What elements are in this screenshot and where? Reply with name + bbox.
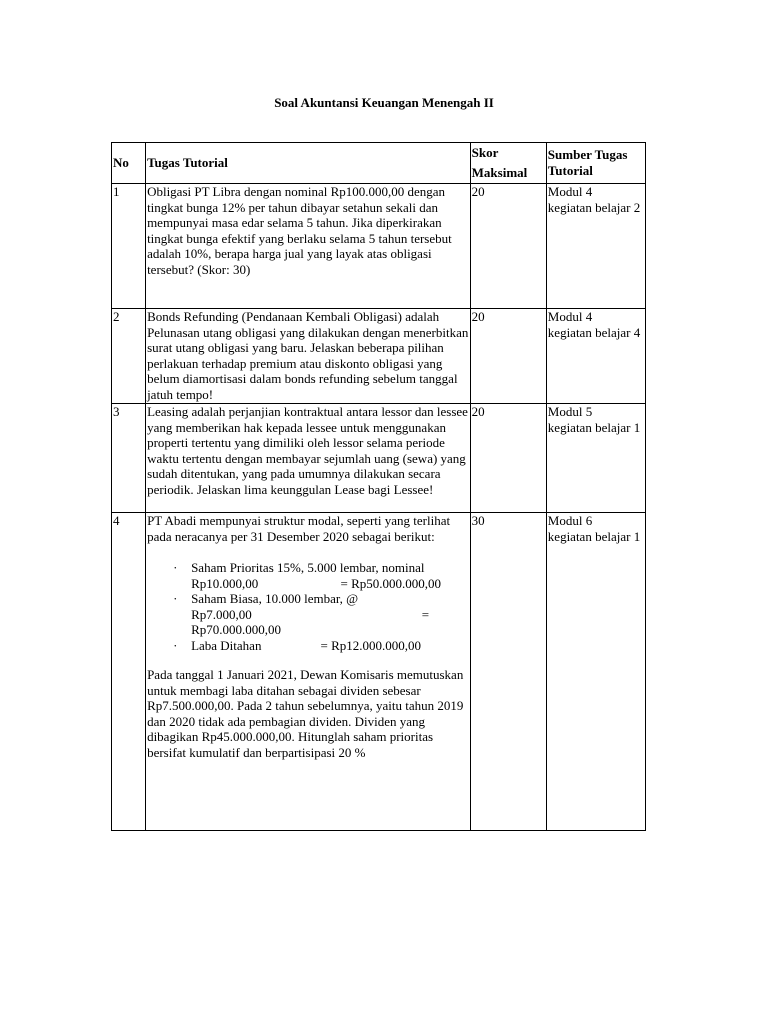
row-source [546,184,645,309]
row-no: 4 [112,513,146,831]
row-source [546,404,645,513]
source-module: Modul 5 [547,404,593,419]
row-skor: 20 [470,184,546,309]
row-no: 2 [112,309,146,404]
table-row [112,513,646,831]
source-activity: kegiatan belajar 1 [547,419,641,435]
item-amount: Rp70.000.000,00 [191,622,281,637]
item-equals: = [421,606,430,622]
list-item [147,591,469,638]
item-line: Saham Prioritas 15%, 5.000 lembar, nominal [191,560,425,575]
table-row [112,184,646,309]
item-amount: = Rp12.000.000,00 [320,637,422,653]
source-activity: kegiatan belajar 1 [547,528,641,544]
list-item [147,638,469,654]
table-header-row [112,143,646,184]
task-outro: Pada tanggal 1 Januari 2021, Dewan Komisaris memutuskan untuk membagi laba ditahan sebagai dividen sebesar Rp7.500.000,00. Pada 2 tahun sebelumnya, yaitu tahun 2019 dan 2020 tidak ada pembagian dividen. Dividen yang dibagikan Rp45.000.000,00. Hitunglah saham prioritas bersifat kumulatif dan berpartisipasi 20 % [147,667,464,760]
header-skor-line2: Maksimal [471,165,528,180]
row-no: 1 [112,184,146,309]
list-item [147,560,469,591]
item-label: Rp7.000,00 [191,606,252,622]
bullet-icon: · [173,560,178,575]
source-activity: kegiatan belajar 2 [547,199,641,215]
row-skor: 20 [470,309,546,404]
source-module: Modul 4 [547,309,593,324]
bullet-icon: · [173,637,178,653]
header-skor [470,143,546,184]
capital-structure-list [147,560,469,653]
source-module: Modul 6 [547,513,593,528]
row-source [546,309,645,404]
row-task: Obligasi PT Libra dengan nominal Rp100.000,00 dengan tingkat bunga 12% per tahun dibayar setahun sekali dan mempunyai masa edar selama 5 tahun. Jika diperkirakan tingkat bunga efektif yang berlaku selama 5 tahun tersebut adalah 10%, berapa harga jual yang layak atas obligasi tersebut? (Skor: 30) [146,184,471,309]
row-skor: 30 [470,513,546,831]
table-row [112,309,646,404]
item-label: Rp10.000,00 [191,575,259,591]
item-line: Saham Biasa, 10.000 lembar, @ [191,591,359,606]
item-label: Laba Ditahan [191,637,262,653]
header-no: No [112,143,146,184]
header-task: Tugas Tutorial [146,143,471,184]
row-source [546,513,645,831]
source-module: Modul 4 [547,184,593,199]
document-title: Soal Akuntansi Keuangan Menengah II [274,95,494,110]
header-source: Sumber Tugas Tutorial [546,143,645,184]
row-skor: 20 [470,404,546,513]
task-intro: PT Abadi mempunyai struktur modal, seperti yang terlihat pada neracanya per 31 Desember 2020 sebagai berikut: [147,513,451,544]
bullet-icon: · [173,591,178,606]
row-task [146,513,471,831]
item-amount: = Rp50.000.000,00 [340,575,442,591]
table-row [112,404,646,513]
row-task: Bonds Refunding (Pendanaan Kembali Obligasi) adalah Pelunasan utang obligasi yang dilakukan dengan menerbitkan surat utang obligasi yang baru. Jelaskan beberapa pilihan perlakuan terhadap premium atau diskonto obligasi yang belum diamortisasi dalam bonds refunding sebelum tanggal jatuh tempo! [147,309,469,402]
tutorial-task-table [111,142,646,831]
row-no: 3 [112,404,146,513]
source-activity: kegiatan belajar 4 [547,324,641,340]
header-skor-line1: Skor [471,145,499,160]
row-task: Leasing adalah perjanjian kontraktual antara lessor dan lessee yang memberikan hak kepada lessee untuk menggunakan properti tertentu yang dimiliki oleh lessor selama periode waktu tertentu dengan membayar sejumlah uang (sewa) yang sudah ditentukan, yang pada umumnya dilakukan secara periodik. Jelaskan lima keunggulan Lease bagi Lessee! [146,404,471,513]
